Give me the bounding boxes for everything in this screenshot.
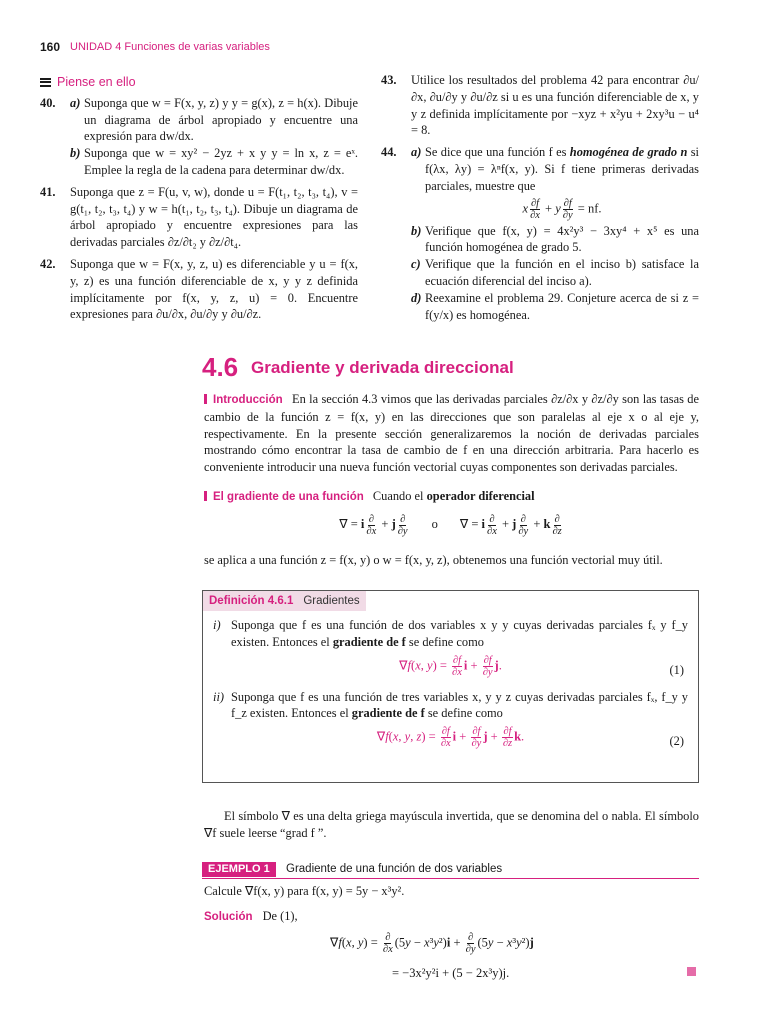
- problems-left-column: [40, 74, 358, 328]
- or-separator: o: [431, 517, 438, 532]
- definition-name: Gradientes: [303, 595, 360, 607]
- section-title: Gradiente y derivada direccional: [251, 358, 514, 377]
- definition-tag: Definición 4.6.1: [209, 595, 294, 607]
- solution-result: = −3x²y²i + (5 − 2x³y)j.: [392, 966, 510, 980]
- gradient-text: Cuando el: [372, 489, 424, 503]
- problem-44d: [411, 290, 699, 324]
- problem-number: 41.: [40, 184, 56, 199]
- gradient-term: gradiente de f: [332, 634, 406, 649]
- lead-marker: [204, 394, 207, 404]
- part-label: ii): [213, 689, 225, 704]
- equation-1: [213, 651, 688, 685]
- problem-41: [40, 184, 358, 251]
- problem-number: 42.: [40, 256, 56, 271]
- del-operator-equations: [204, 514, 699, 537]
- nabla-note: El símbolo ∇ es una delta griega mayúscula invertida, que se denomina del o nabla. El símbolo ∇f suele leerse “grad f ”.: [204, 809, 699, 840]
- equation-number: (2): [669, 734, 684, 749]
- part-label: i): [213, 618, 221, 632]
- problem-text: Suponga que w = xy² − 2yz + x y y = ln x, z = eˣ. Emplee la regla de la cadena para determinar dw/dx.: [84, 146, 358, 177]
- definition-part-i: [213, 617, 688, 651]
- solution-text: De (1),: [262, 909, 298, 923]
- definition-header: [203, 591, 366, 611]
- problem-text: Se dice que una función f es: [425, 145, 567, 160]
- problem-text: Suponga que z = F(u, v, w), donde u = F(t₁, t₂, t₃, t₄), v = g(t₁, t₂, t₃, t₄) y w = h(t₁, t₂, t₃, t₄). Dibuje un diagrama de árbol apropiado y encuentre expresiones para las derivadas parciales ∂z/∂t₂ y ∂z/∂t₄.: [70, 184, 358, 250]
- piense-label: Piense en ello: [57, 75, 136, 89]
- operator-term: operador diferencial: [426, 489, 535, 503]
- homogeneous-term: homogénea de grado n: [569, 145, 688, 160]
- gradient-3d-formula: ∇f(x, y, z) = $\frac{\partial f}{\partial x}$ i + $\frac{\partial f}{\partial y}$ j + $\frac{\partial f}{\partial z}$ k.: [376, 726, 525, 750]
- part-label: a): [70, 95, 81, 110]
- part-label: b): [70, 146, 81, 161]
- definition-box: [202, 590, 699, 783]
- section-number: 4.6: [202, 352, 239, 382]
- problem-40b: [70, 145, 358, 179]
- definition-body: [213, 617, 688, 756]
- gradient-lead: El gradiente de una función: [213, 491, 364, 503]
- problem-42: [40, 256, 358, 323]
- del-operator-2d: ∇ = i $\frac{\partial}{\partial x}$ + j $\frac{\partial}{\partial y}$: [339, 514, 408, 537]
- gradient-after-text: se aplica a una función z = f(x, y) o w = f(x, y, z), obtenemos una función vectorial muy útil.: [204, 553, 663, 567]
- definition-text: Suponga que f es una función de dos variables x y y cuyas derivadas parciales fₓ y f_y existen. Entonces el: [231, 618, 688, 649]
- problem-40: [40, 95, 358, 179]
- gradient-paragraph: [204, 488, 699, 506]
- problem-text: si f(λx, λy) = λⁿf(x, y). Si f tiene primeras derivadas parciales, muestre que: [425, 145, 699, 193]
- problem-text: Suponga que w = F(x, y, z, u) es diferenciable y u = f(x, y, z) es una función diferenciable de x, y y z definida implícitamente por f(x, y, z, u) = 0. Encuentre expresiones para ∂u/∂x, ∂u/∂y y ∂u/∂z.: [70, 256, 358, 322]
- gradient-term: gradiente de f: [351, 706, 425, 721]
- problem-44b: [411, 223, 699, 257]
- solution-line: [204, 908, 699, 926]
- example-tag: EJEMPLO 1: [202, 862, 276, 877]
- problem-number: 43.: [381, 73, 397, 87]
- problem-44: [381, 144, 699, 323]
- example-header: [202, 862, 699, 879]
- problem-number: 40.: [40, 95, 56, 110]
- gradient-2d-formula: ∇f(x, y) = $\frac{\partial f}{\partial x}$ i + $\frac{\partial f}{\partial y}$ j.: [399, 654, 502, 678]
- problem-44a: [411, 144, 699, 220]
- intro-paragraph: [204, 391, 699, 476]
- problem-40a: [70, 95, 358, 145]
- problem-text: Verifique que la función en el inciso b) satisface la ecuación diferencial del inciso a).: [425, 257, 699, 288]
- problem-text: Utilice los resultados del problema 42 para encontrar ∂u/∂x, ∂u/∂y y ∂u/∂z si u es una función diferenciable de x, y y z definida implícitamente por −xyz + x²yu + 2xy³u − u⁴ = 8.: [411, 73, 699, 138]
- intro-text: En la sección 4.3 vimos que las derivadas parciales ∂z/∂x y ∂z/∂y son las tasas de cambio de la función z = f(x, y) en las direcciones que son paralelas al eje x o al eje y, respectivamente. En la presente sección generalizaremos la noción de derivadas parciales mostrando cómo encontrar la tasa de cambio de f en una dirección arbitraria. Para hacerlo es conveniente introducir una nueva función vectorial cuyas componentes son derivadas parciales.: [204, 392, 699, 475]
- definition-text: se define como: [408, 634, 484, 649]
- lead-marker: [204, 491, 207, 501]
- intro-lead: Introducción: [213, 394, 283, 406]
- part-label: b): [411, 223, 422, 238]
- part-label: d): [411, 290, 422, 305]
- part-label: a): [411, 145, 422, 160]
- equation-2: [213, 722, 688, 756]
- definition-part-ii: [213, 689, 688, 723]
- unit-title: UNIDAD 4 Funciones de varias variables: [70, 41, 270, 53]
- definition-text: se define como: [427, 706, 503, 721]
- example-statement: Calcule ∇f(x, y) para f(x, y) = 5y − x³y².: [204, 884, 405, 898]
- del-operator-3d: ∇ = i $\frac{\partial}{\partial x}$ + j $\frac{\partial}{\partial y}$ + k $\frac{\partial}{\partial z}$: [459, 514, 562, 537]
- end-of-example-square: [687, 967, 696, 976]
- problem-text: Reexamine el problema 29. Conjeture acerca de si z = f(y/x) es homogénea.: [425, 290, 699, 322]
- problem-text: Suponga que w = F(x, y, z) y y = g(x), z = h(x). Dibuje un diagrama de árbol apropiado y encuentre una expresión para dw/dx.: [84, 95, 358, 144]
- solution-step-1: ∇f(x, y) = $\frac{\partial}{\partial x}$ (5y − x³y²)i + $\frac{\partial}{\partial y}$ (5y − x³y²)j: [330, 932, 534, 955]
- homogeneous-equation: x $\frac{\partial f}{\partial x}$ + y $\frac{\partial f}{\partial y}$ = nf.: [522, 197, 602, 221]
- equation-tail: = nf.: [577, 200, 602, 215]
- problem-43: [381, 72, 699, 139]
- list-icon: [40, 78, 51, 87]
- solution-label: Solución: [204, 911, 253, 923]
- problems-right-column: [381, 72, 699, 328]
- example-title: Gradiente de una función de dos variables: [286, 863, 503, 875]
- part-label: c): [411, 257, 421, 272]
- equation-number: (1): [669, 662, 684, 677]
- definition-text: Suponga que f es una función de tres variables x, y y z cuyas derivadas parciales fₓ, f_y y f_z existen. Entonces el: [231, 689, 688, 721]
- piense-heading: [40, 74, 358, 91]
- problem-text: Verifique que f(x, y) = 4x²y³ − 3xy⁴ + x⁵ es una función homogénea de grado 5.: [425, 223, 699, 255]
- problem-number: 44.: [381, 145, 397, 160]
- problem-44c: [411, 256, 699, 290]
- page-number: 160: [40, 40, 61, 54]
